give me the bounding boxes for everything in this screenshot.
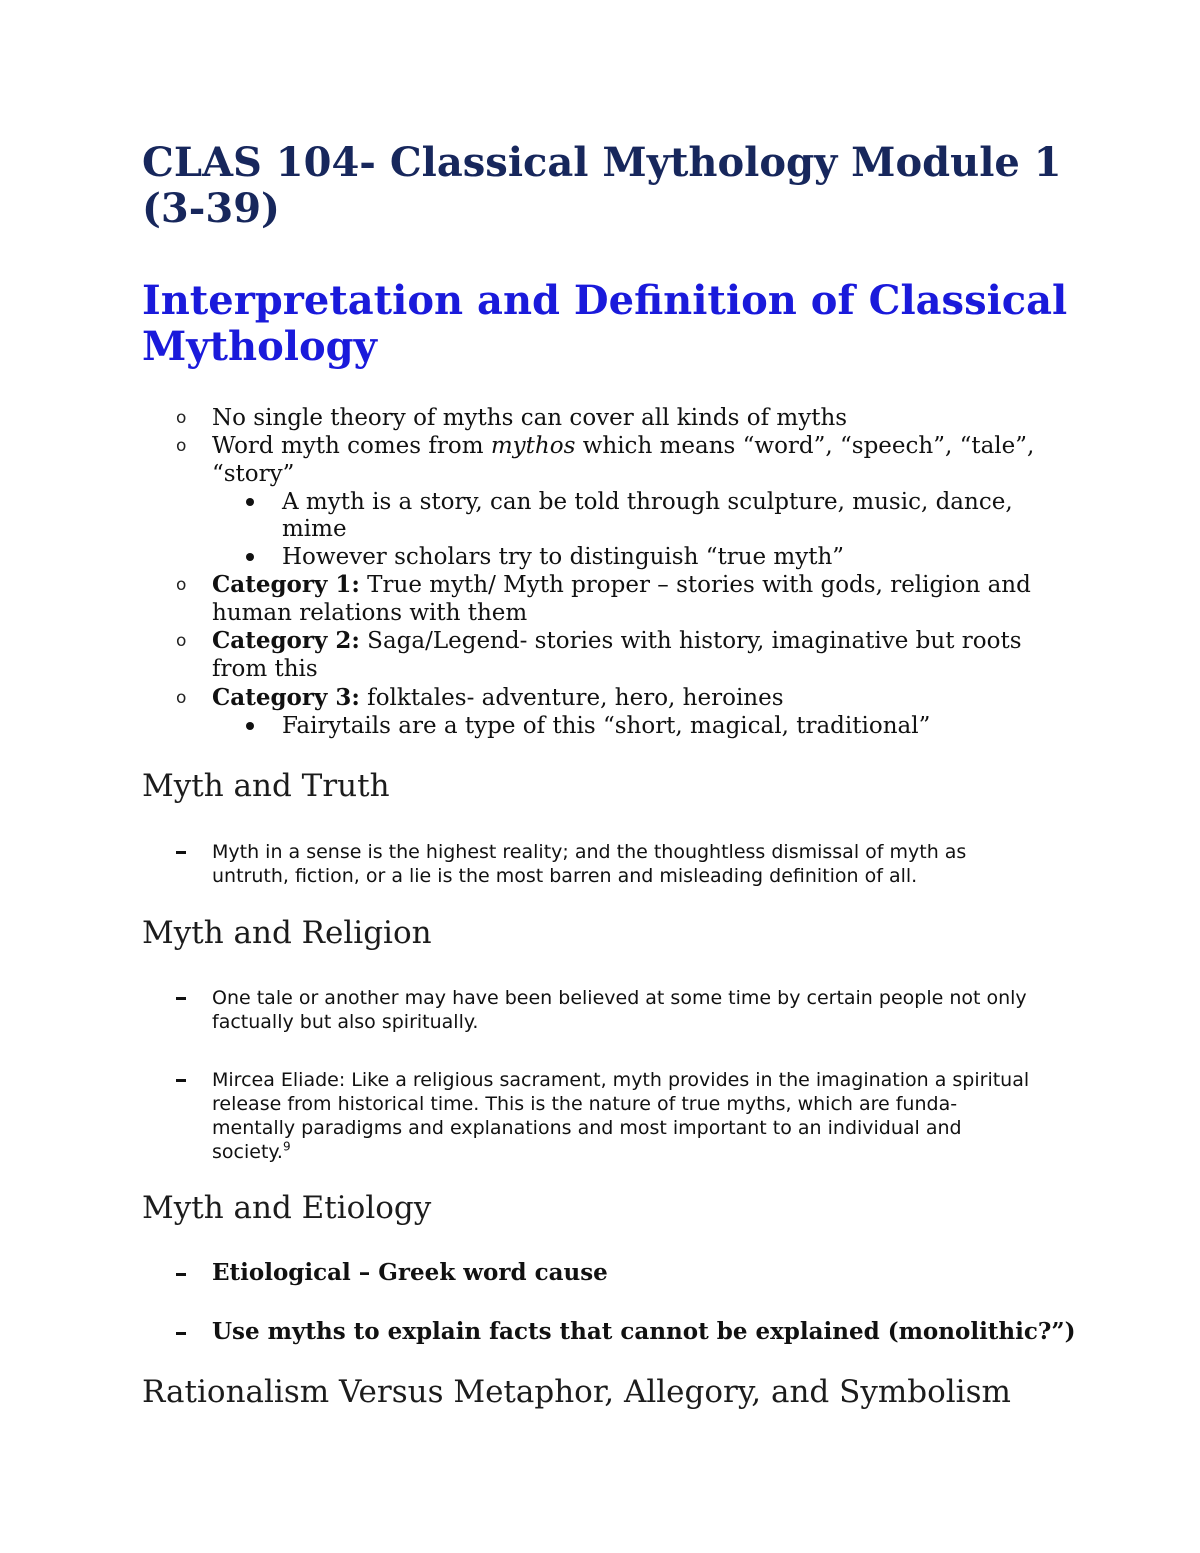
list-item: One tale or another may have been believed at some time by certain people not only (212, 987, 1027, 1009)
list-item: No single theory of myths can cover all kinds of myths (212, 405, 848, 431)
dot-bullet-icon (246, 498, 254, 506)
circle-bullet-icon: o (176, 688, 187, 708)
dot-bullet-icon (246, 553, 254, 561)
section-heading-religion: Myth and Religion (142, 915, 432, 951)
list-item (212, 571, 1031, 599)
list-item (212, 684, 784, 712)
italic-term: mythos (490, 433, 576, 459)
document-title (142, 140, 1102, 232)
footnote-marker: 9 (282, 1139, 291, 1154)
list-item-text: Saga/Legend- stories with history, imaginative but roots (359, 628, 1022, 654)
list-item (212, 432, 1034, 460)
dash-bullet-icon (176, 1079, 186, 1082)
section-heading-interpretation (142, 278, 1102, 370)
section-heading-etiology: Myth and Etiology (142, 1190, 432, 1226)
list-item: Etiological – Greek word cause (212, 1259, 608, 1286)
section-heading-interpretation-line-2: Mythology (142, 323, 377, 370)
list-item-continuation: mentally paradigms and explanations and most important to an individual and (212, 1117, 962, 1139)
list-item-continuation: “story” (212, 461, 295, 487)
list-item-text: society. (212, 1141, 283, 1163)
sub-list-item-continuation: mime (282, 516, 347, 542)
sub-list-item: Fairytails are a type of this “short, magical, traditional” (282, 713, 931, 739)
list-item-continuation: release from historical time. This is the nature of true myths, which are funda- (212, 1093, 958, 1115)
sub-list-item: However scholars try to distinguish “true myth” (282, 544, 845, 570)
section-heading-rationalism: Rationalism Versus Metaphor, Allegory, and Symbolism (142, 1374, 1011, 1410)
list-item-text: folktales- adventure, hero, heroines (359, 685, 784, 711)
section-heading-truth: Myth and Truth (142, 768, 390, 804)
list-item-continuation: from this (212, 656, 318, 682)
list-item-text: which means “word”, “speech”, “tale”, (575, 433, 1035, 459)
dot-bullet-icon (246, 722, 254, 730)
list-item-continuation: factually but also spiritually. (212, 1011, 479, 1033)
dash-bullet-icon (176, 997, 186, 1000)
list-item-continuation: human relations with them (212, 600, 528, 626)
circle-bullet-icon: o (176, 631, 187, 651)
list-item-text: True myth/ Myth proper – stories with gods, religion and (359, 572, 1031, 598)
section-heading-interpretation-line-1: Interpretation and Definition of Classical (142, 277, 1068, 324)
circle-bullet-icon: o (176, 436, 187, 456)
list-item: Use myths to explain facts that cannot be explained (monolithic?”) (212, 1318, 1076, 1345)
list-item-continuation (212, 1140, 291, 1164)
list-item-continuation: untruth, fiction, or a lie is the most barren and misleading definition of all. (212, 865, 918, 887)
dash-bullet-icon (176, 1332, 186, 1335)
list-item: Mircea Eliade: Like a religious sacrament, myth provides in the imagination a spiritual (212, 1069, 1030, 1091)
dash-bullet-icon (176, 851, 186, 854)
category-label: Category 1: (212, 571, 360, 598)
list-item-text: Word myth comes from (212, 433, 491, 459)
category-label: Category 2: (212, 627, 360, 654)
sub-list-item: A myth is a story, can be told through sculpture, music, dance, (282, 489, 1013, 515)
dash-bullet-icon (176, 1273, 186, 1276)
document-title-line-1: CLAS 104- Classical Mythology Module 1 (142, 139, 1062, 186)
circle-bullet-icon: o (176, 408, 187, 428)
category-label: Category 3: (212, 684, 360, 711)
circle-bullet-icon: o (176, 575, 187, 595)
document-title-line-2: (3-39) (142, 185, 280, 232)
list-item: Myth in a sense is the highest reality; and the thoughtless dismissal of myth as (212, 841, 967, 863)
list-item (212, 627, 1022, 655)
